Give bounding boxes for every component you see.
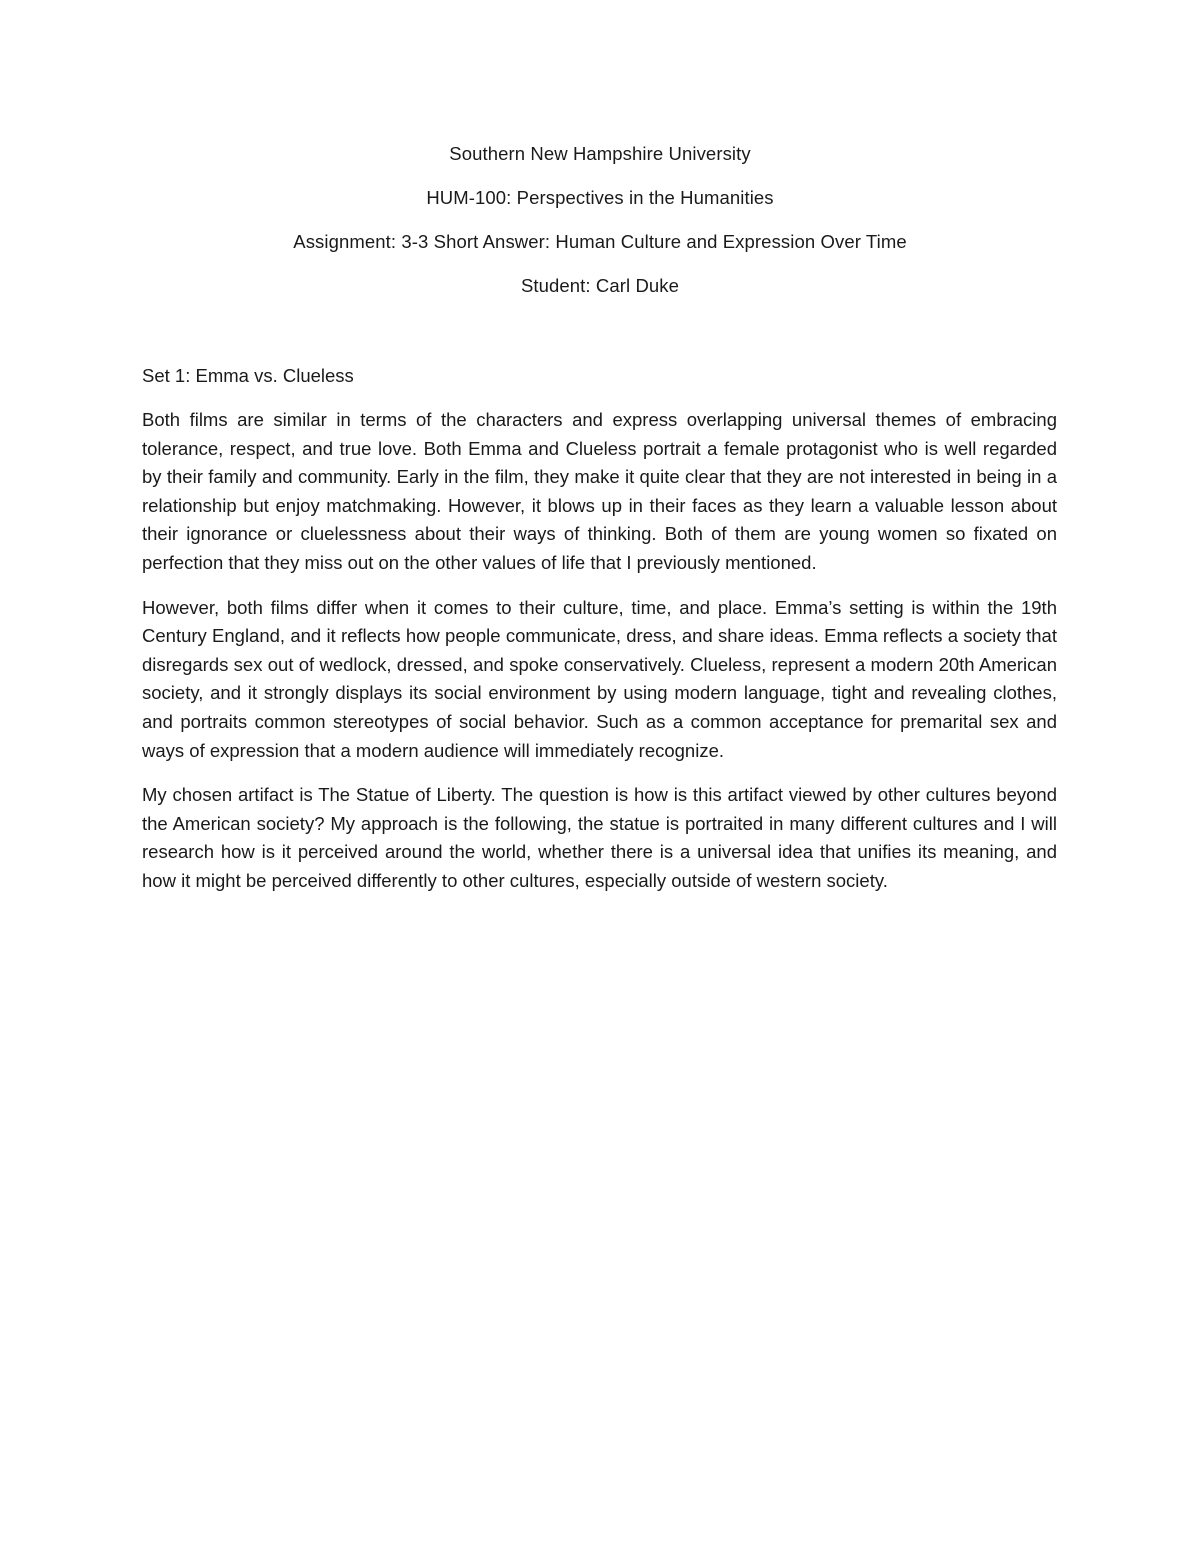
paragraph-similarities: Both films are similar in terms of the characters and express overlapping universal themes of embracing tolerance, respect, and true love. Both Emma and Clueless portrait a female protagonist who is well regarded by their family and community. Early in the film, they make it quite clear that they are not interested in being in a relationship but enjoy matchmaking. However, it blows up in their faces as they learn a valuable lesson about their ignorance or cluelessness about their ways of thinking. Both of them are young women so fixated on perfection that they miss out on the other values of life that I previously mentioned. [142,409,1057,573]
course-title: HUM-100: Perspectives in the Humanities [426,187,774,208]
document-header [0,140,1200,316]
university-name: Southern New Hampshire University [449,143,751,164]
assignment-title: Assignment: 3-3 Short Answer: Human Culture and Expression Over Time [293,231,907,252]
paragraph-differences: However, both films differ when it comes to their culture, time, and place. Emma’s setting is within the 19th Century England, and it reflects how people communicate, dress, and share ideas. Emma reflects a society that disregards sex out of wedlock, dressed, and spoke conservatively. Clueless, represent a modern 20th American society, and it strongly displays its social environment by using modern language, tight and revealing clothes, and portraits common stereotypes of social behavior. Such as a common acceptance for premarital sex and ways of expression that a modern audience will immediately recognize. [142,596,1057,761]
section-title: Set 1: Emma vs. Clueless [142,365,354,386]
document-body [142,362,1057,912]
student-name: Student: Carl Duke [520,275,680,296]
paragraph-artifact: My chosen artifact is The Statue of Liberty. The question is how is this artifact viewed by other cultures beyond the American society? My approach is the following, the statue is portraited in many different cultures and I will research how is it perceived around the world, whether there is a universal idea that unifies its meaning, and how it might be perceived differently to other cultures, especially outside of western society. [142,784,1057,891]
